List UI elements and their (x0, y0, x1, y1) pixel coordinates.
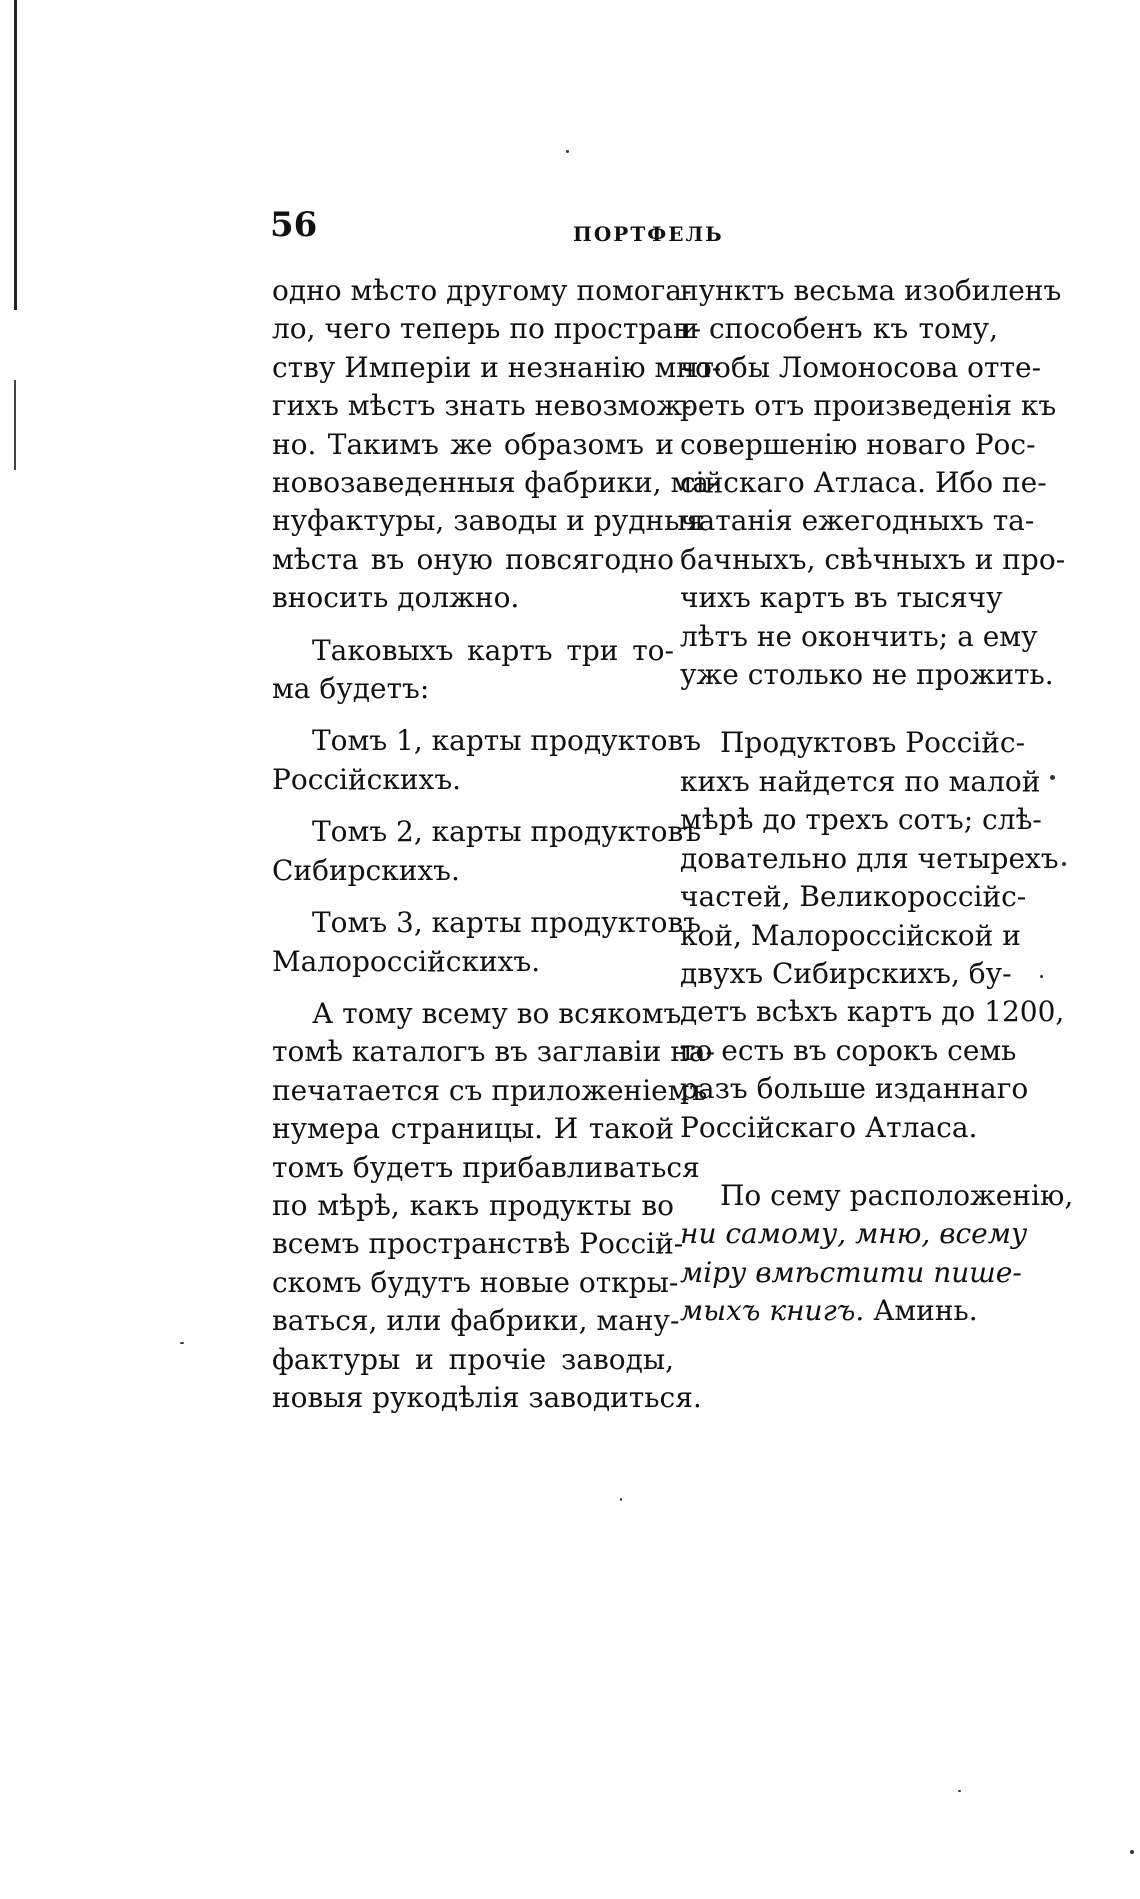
left-text-column (272, 272, 722, 1417)
italic-text: міру вмѣстити пише- (680, 1255, 1022, 1289)
text-line: фактуры и прочіе заводы, (272, 1342, 674, 1376)
text-line: всемъ пространствѣ Россій- (272, 1227, 684, 1261)
text-line: нумера страницы. И такой (272, 1112, 674, 1146)
italic-text: ни самому, мню, всему (680, 1217, 1028, 1251)
text-line: кой, Малороссійской и (680, 918, 1021, 952)
text-line: мѣрѣ до трехъ сотъ; слѣ- (680, 803, 1042, 837)
text-line: Сибирскихъ. (272, 853, 460, 887)
scan-speck (566, 150, 569, 153)
running-head: ПОРТФЕЛЬ (573, 222, 724, 246)
text-line: двухъ Сибирскихъ, бу- (680, 956, 1012, 990)
text-line: чатанія ежегодныхъ та- (680, 504, 1035, 538)
scan-speck (180, 1342, 184, 1344)
text-line: Томъ 1, карты продуктовъ (312, 724, 702, 758)
text-line: ло, чего теперь по простран- (272, 312, 702, 346)
text-line (680, 1215, 1028, 1253)
scan-speck (1040, 975, 1043, 978)
paragraph-gap (272, 799, 674, 813)
paragraph-gap (680, 1147, 998, 1177)
text-line: томѣ каталогъ въ заглавіи на- (272, 1035, 716, 1069)
text-line: ваться, или фабрики, ману- (272, 1304, 680, 1338)
text-line: пунктъ весьма изобиленъ (680, 274, 1062, 307)
text-line: и способенъ къ тому, (680, 312, 998, 346)
scan-speck (1130, 1850, 1134, 1854)
text-line: Россійскаго Атласа. (680, 1110, 978, 1144)
paragraph-gap (272, 981, 674, 995)
text-line: ству Имперіи и незнанію мно- (272, 350, 722, 384)
text-line: бачныхъ, свѣчныхъ и про- (680, 542, 1066, 576)
text-line: частей, Великороссійс- (680, 880, 1027, 914)
text-line (680, 1254, 1022, 1292)
scan-speck (620, 1498, 622, 1501)
text-line: Томъ 3, карты продуктовъ (312, 906, 702, 940)
text-line: мѣста въ оную повсягодно (272, 542, 674, 576)
text-line: А тому всему во всякомъ (312, 996, 682, 1030)
text-line: то есть въ сорокъ семь (680, 1033, 1017, 1067)
text-line: новозаведенныя фабрики, ма- (272, 466, 719, 500)
page-number: 56 (270, 205, 318, 245)
text-line: лѣтъ не окончить; а ему (680, 619, 1038, 653)
text-line: Таковыхъ картъ три то- (312, 633, 674, 667)
paragraph-gap (680, 694, 998, 724)
text-line: разъ больше изданнаго (680, 1072, 1029, 1106)
text-line: По сему расположенію, (720, 1178, 1074, 1212)
text-line (680, 1292, 998, 1330)
text-line: кихъ найдется по малой (680, 764, 1041, 798)
text-line: чтобы Ломоносова отте- (680, 350, 1042, 384)
scan-edge-mark (14, 380, 16, 470)
text-line: по мѣрѣ, какъ продукты во (272, 1188, 674, 1222)
text-line: детъ всѣхъ картъ до 1200, (680, 995, 1065, 1029)
right-text-column (680, 272, 1074, 1331)
text-line: вносить должно. (272, 581, 520, 615)
text-line: нуфактуры, заводы и рудныя (272, 504, 705, 538)
text-line: печатается съ приложеніемъ (272, 1073, 708, 1107)
scan-speck (1050, 775, 1055, 780)
text-line: гихъ мѣстъ знать невозмож- (272, 389, 692, 423)
paragraph-gap (272, 890, 674, 904)
text-line: довательно для четырехъ (680, 841, 1059, 875)
text-line: реть отъ произведенія къ (680, 389, 1057, 423)
text-line: Продуктовъ Россійс- (720, 726, 1026, 760)
text-line: совершенію новаго Рос- (680, 427, 1036, 461)
text-line: уже столько не прожить. (680, 658, 1054, 692)
text-line: сійскаго Атласа. Ибо пе- (680, 466, 1047, 500)
paragraph-gap (272, 708, 674, 722)
scan-speck (1062, 862, 1066, 866)
text-line: томъ будетъ прибавливаться (272, 1150, 700, 1184)
text-line: Россійскихъ. (272, 762, 462, 796)
text-line: чихъ картъ въ тысячу (680, 581, 1003, 615)
text-line: ма будетъ: (272, 672, 430, 706)
text-line: новыя рукодѣлія заводиться. (272, 1380, 702, 1414)
paragraph-gap (272, 618, 674, 632)
text-line: одно мѣсто другому помога- (272, 274, 692, 307)
text-line: но. Такимъ же образомъ и (272, 427, 674, 461)
scan-edge-mark (14, 0, 17, 310)
text-line: скомъ будутъ новые откры- (272, 1265, 679, 1299)
text-line: Малороссійскихъ. (272, 944, 541, 978)
scan-speck (958, 1790, 961, 1792)
text-segment: Аминь. (864, 1294, 978, 1328)
italic-text: мыхъ книгъ. (680, 1294, 865, 1328)
text-line: Томъ 2, карты продуктовъ (312, 815, 702, 849)
